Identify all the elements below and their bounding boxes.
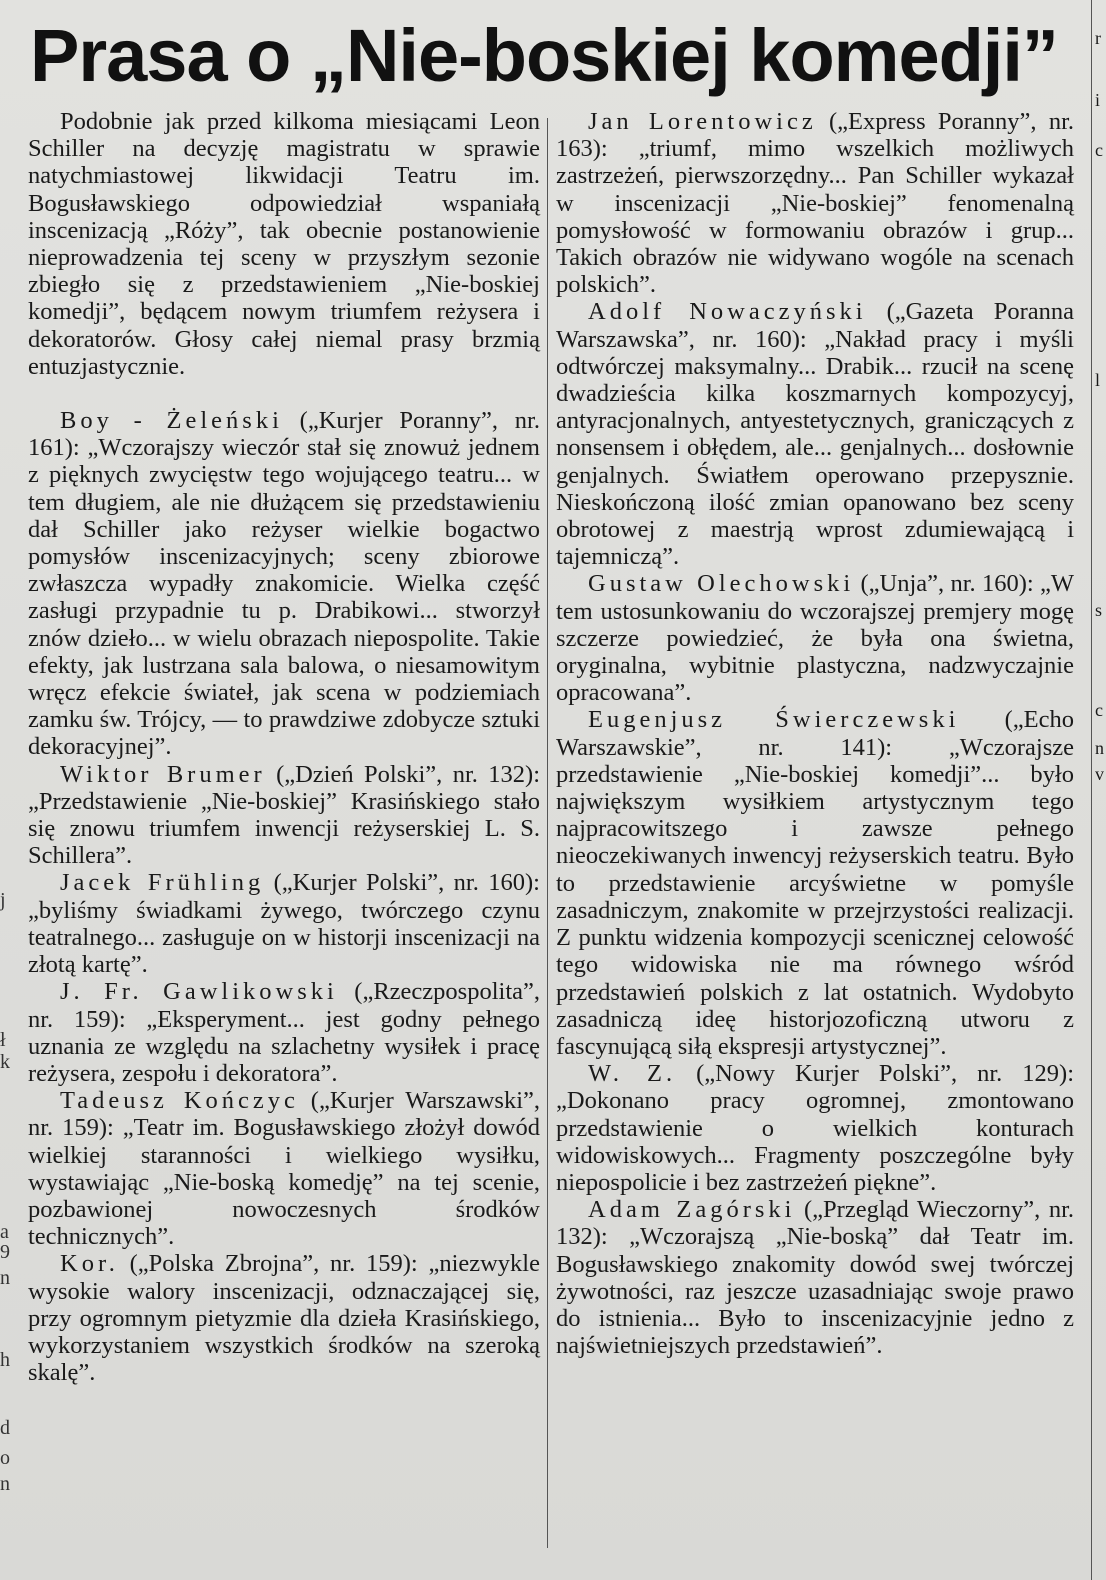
review-author: Adam Zagórski (588, 1196, 796, 1224)
review-paragraph (28, 761, 540, 870)
edge-char: n (0, 1267, 10, 1289)
review-author: Eugenjusz Świerczewski (588, 706, 960, 734)
left-column (28, 108, 540, 1386)
edge-char: v (1095, 764, 1104, 784)
review-paragraph (28, 407, 540, 761)
review-paragraph (556, 1196, 1074, 1359)
review-author: Boy - Żeleński (60, 407, 283, 435)
review-paragraph (28, 869, 540, 978)
review-author: W. Z. (588, 1060, 677, 1088)
review-text: („Dzień Polski”, nr. 132): „Przedstawienie „Nie-boskiej” Krasińskiego stało się znowu triumfem inwencji reżyserskiej L. S. Schillera”. (28, 760, 540, 870)
review-paragraph (556, 570, 1074, 706)
edge-char: ł (0, 1029, 6, 1051)
review-text: („Przegląd Wieczorny”, nr. 132): „Wczorajszą „Nie-boską” dał Teatr im. Bogusławskiego znakomity dowód swej twórczej żywotności, raz jeszcze uzasadniając swoje prawo do istnienia... Było to inscenizacyjnie jedno z najświetniejszych przedstawień”. (556, 1196, 1074, 1360)
review-text: („Rzeczpospolita”, nr. 159): „Eksperyment... jest godny pełnego uznania ze względu na szlachetny wysiłek i pracę reżysera, zespołu i dekoratora”. (28, 978, 540, 1087)
edge-char: h (0, 1349, 10, 1371)
review-paragraph (556, 706, 1074, 1060)
review-author: Jan Lorentowicz (588, 108, 817, 135)
edge-char: n (1095, 738, 1104, 758)
review-text: („Express Poranny”, nr. 163): „triumf, mimo wszelkich możliwych zastrzeżeń, pierwszorzędny... Pan Schiller wykazał w inscenizacji „Nie-boskiej” fenomenalną pomysłowość w formowaniu obrazów i grup... Takich obrazów nie widywano wogóle na scenach polskich”. (556, 108, 1074, 299)
review-paragraph (556, 108, 1074, 298)
edge-char: c (1095, 140, 1103, 160)
review-text: („Unja”, nr. 160): „W tem ustosunkowaniu do wczorajszej premjery mogę szczerze powiedzieć, że była ona świetna, oryginalna, wybitnie plastyczna, nadzwyczajnie opracowana”. (556, 570, 1074, 707)
review-text: („Gazeta Poranna Warszawska”, nr. 160): „Nakład pracy i myśli odtwórczej maksymalny... Drabik... rzucił na scenę dwadzieścia kilka koszmarnych kompozycyj, antyracjonalnych, antyestetycznych, graniczących z nonsensem i obłędem, ale... genjalnych... dosłownie genjalnych. Światłem operowano przepysznie. Nieskończoną ilość zmian opanowano bez sceny obrotowej z maestrją wprost zdumiewającą i tajemniczą”. (556, 298, 1074, 571)
edge-char: s (1095, 600, 1103, 620)
right-column (556, 108, 1074, 1359)
right-margin-clipped-text (1091, 0, 1106, 1580)
left-margin-clipped-text (0, 0, 14, 1580)
edge-char: l (1095, 370, 1101, 390)
edge-char: n (0, 1473, 10, 1495)
review-author: Gustaw Olechowski (588, 570, 855, 598)
intro-paragraph: Podobnie jak przed kilkoma miesiącami Leon Schiller na decyzję magistratu w sprawie natychmiastowej likwidacji Teatru im. Bogusławskiego odpowiedział wspaniałą inscenizacją „Róży”, tak obecnie postanowienie nieprowadzenia tej sceny w przyszłym sezonie zbiegło się z przedstawieniem „Nie-boskiej komedji”, będącem nowym triumfem reżysera i dekoratorów. Głosy całej niemal prasy brzmią entuzjastycznie. (28, 108, 540, 380)
edge-char: j (0, 889, 6, 911)
review-author: Wiktor Brumer (60, 760, 266, 788)
edge-char: o (0, 1447, 10, 1469)
edge-char: d (0, 1417, 10, 1439)
edge-char: 9 (0, 1241, 10, 1263)
review-text: („Kurjer Polski”, nr. 160): „byliśmy świadkami żywego, twórczego czynu teatralnego... zasługuje on w historji inscenizacji na złotą kartę”. (28, 869, 540, 979)
review-paragraph (556, 298, 1074, 570)
review-paragraph (28, 978, 540, 1087)
review-author: Kor. (60, 1250, 119, 1278)
review-author: Adolf Nowaczyński (588, 298, 867, 326)
review-paragraph (28, 1250, 540, 1386)
edge-char: c (1095, 700, 1103, 720)
edge-char: r (1095, 28, 1101, 48)
edge-char: k (0, 1051, 10, 1073)
edge-char: a (0, 1221, 9, 1243)
article-title: Prasa o „Nie-boskiej komedji” (30, 14, 1058, 97)
review-text: („Echo Warszawskie”, nr. 141): „Wczorajsze przedstawienie „Nie-boskiej komedji”... było największym wysiłkiem artystycznym tego najpracowitszego i zawsze pełnego nieoczekiwanych inwencyj reżyserskich teatru. Było to przedstawienie arcyświetne w pomyśle zasadniczym, znakomite w przejrzystości realizacji. Z punktu widzenia kompozycji scenicznej celowość tego widowiska nie ma równego wśród przedstawień polskich z lat ostatnich. Wydobyto zasadniczą ideę historjozoficzną utworu z fascynującą siłą ekspresji artystycznej”. (556, 706, 1074, 1060)
column-divider (547, 118, 548, 1548)
review-author: Tadeusz Kończyc (60, 1087, 299, 1115)
review-author: Jacek Frühling (60, 869, 265, 897)
review-text: („Kurjer Warszawski”, nr. 159): „Teatr im. Bogusławskiego złożył dowód wielkiej staranności i wielkiego wysiłku, wystawiając „Nie-boską komedję” na tej scenie, pozbawionej nowoczesnych środków technicznych”. (28, 1087, 540, 1251)
review-text: („Nowy Kurjer Polski”, nr. 129): „Dokonano pracy ogromnej, zmontowano przedstawienie o wielkich konturach widowiskowych... Fragmenty poszczególne były niepospolicie i bez zastrzeżeń piękne”. (556, 1060, 1075, 1196)
review-author: J. Fr. Gawlikowski (60, 978, 338, 1006)
review-paragraph (28, 1087, 540, 1250)
review-text: („Polska Zbrojna”, nr. 159): „niezwykle wysokie walory inscenizacji, odznaczającej się, przy ogromnym pietyzmie dla dzieła Krasińskiego, wykorzystaniem wszystkich środków na szeroką skalę”. (28, 1250, 540, 1387)
review-paragraph (556, 1060, 1074, 1196)
edge-char: i (1095, 90, 1101, 110)
review-text: („Kurjer Poranny”, nr. 161): „Wczorajszy wieczór stał się znowuż jednem z pięknych zwycięstw tego wojującego teatru... w tem długiem, ale nie dłużącem się przedstawieniu dał Schiller jako reżyser wielkie bogactwo pomysłów inscenizacyjnych; sceny zbiorowe zwłaszcza wypadły znakomicie. Wielka część zasługi przypadnie tu p. Drabikowi... stworzył znów dzieło... w wielu obrazach niepospolite. Takie efekty, jak lustrzana sala balowa, o niesamowitym wręcz efekcie świateł, jak scena w podziemiach zamku św. Trójcy, — to prawdziwe zdobycze sztuki dekoracyjnej”. (28, 407, 540, 761)
